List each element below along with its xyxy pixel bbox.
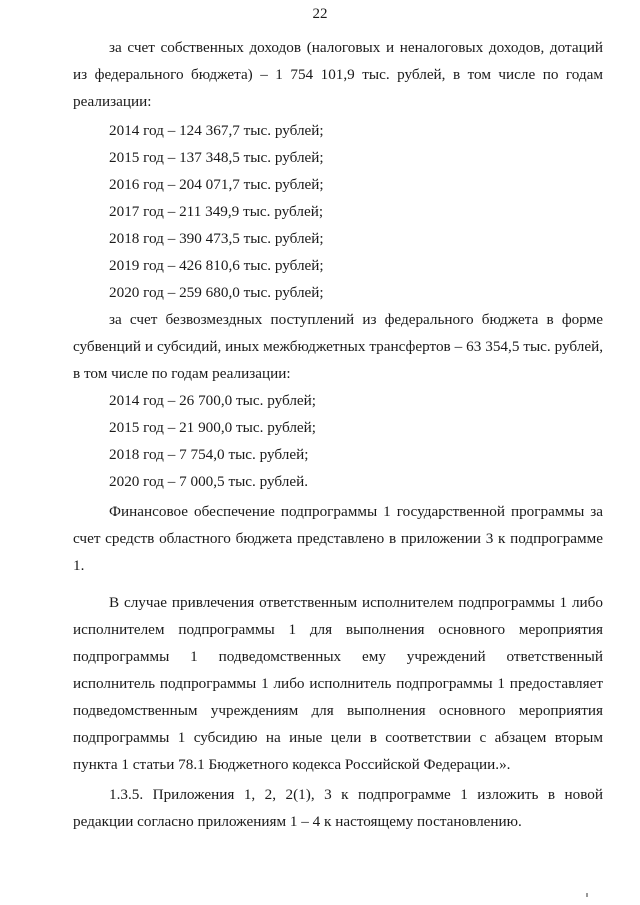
list-item: 2018 год – 7 754,0 тыс. рублей; xyxy=(109,446,309,463)
list-item: 2014 год – 26 700,0 тыс. рублей; xyxy=(109,392,317,409)
list-item: 2015 год – 137 348,5 тыс. рублей; xyxy=(109,149,324,166)
list-item: 2017 год – 211 349,9 тыс. рублей; xyxy=(109,203,324,220)
list-item: 2016 год – 204 071,7 тыс. рублей; xyxy=(109,176,324,193)
free-receipts-year-list xyxy=(73,387,603,495)
paragraph-financing: Финансовое обеспечение подпрограммы 1 государственной программы за счет средств областного бюджета представлено в приложении 3 к подпрограмме 1. xyxy=(73,503,603,574)
list-item: 2015 год – 21 900,0 тыс. рублей; xyxy=(109,419,317,436)
list-item: 2020 год – 259 680,0 тыс. рублей; xyxy=(109,284,324,301)
paragraph-annex-update: 1.3.5. Приложения 1, 2, 2(1), 3 к подпрограмме 1 изложить в новой редакции согласно приложениям 1 – 4 к настоящему постановлению. xyxy=(73,786,603,830)
document-body xyxy=(73,34,603,835)
page-number: 22 xyxy=(312,6,328,22)
list-item: 2018 год – 390 473,5 тыс. рублей; xyxy=(109,230,324,247)
paragraph-free-receipts: за счет безвозмездных поступлений из федерального бюджета в форме субвенций и субсидий, иных межбюджетных трансфертов – 63 354,5 тыс. рублей, в том числе по годам реализации: xyxy=(73,311,603,382)
own-income-year-list xyxy=(73,117,603,306)
scan-mark xyxy=(586,893,588,897)
paragraph-subsidy-case: В случае привлечения ответственным исполнителем подпрограммы 1 либо исполнителем подпрограммы 1 для выполнения основного мероприятия подпрограммы 1 подведомственных ему учреждений ответственный исполнитель подпрограммы 1 либо исполнитель подпрограммы 1 предоставляет подведомственным учреждениям для выполнения основного мероприятия подпрограммы 1 субсидию на иные цели в соответствии с абзацем вторым пункта 1 статьи 78.1 Бюджетного кодекса Российской Федерации.». xyxy=(73,594,603,773)
list-item: 2019 год – 426 810,6 тыс. рублей; xyxy=(109,257,324,274)
list-item: 2014 год – 124 367,7 тыс. рублей; xyxy=(109,122,324,139)
list-item: 2020 год – 7 000,5 тыс. рублей. xyxy=(109,473,309,490)
paragraph-own-income: за счет собственных доходов (налоговых и неналоговых доходов, дотаций из федерального бюджета) – 1 754 101,9 тыс. рублей, в том числе по годам реализации: xyxy=(73,39,603,110)
